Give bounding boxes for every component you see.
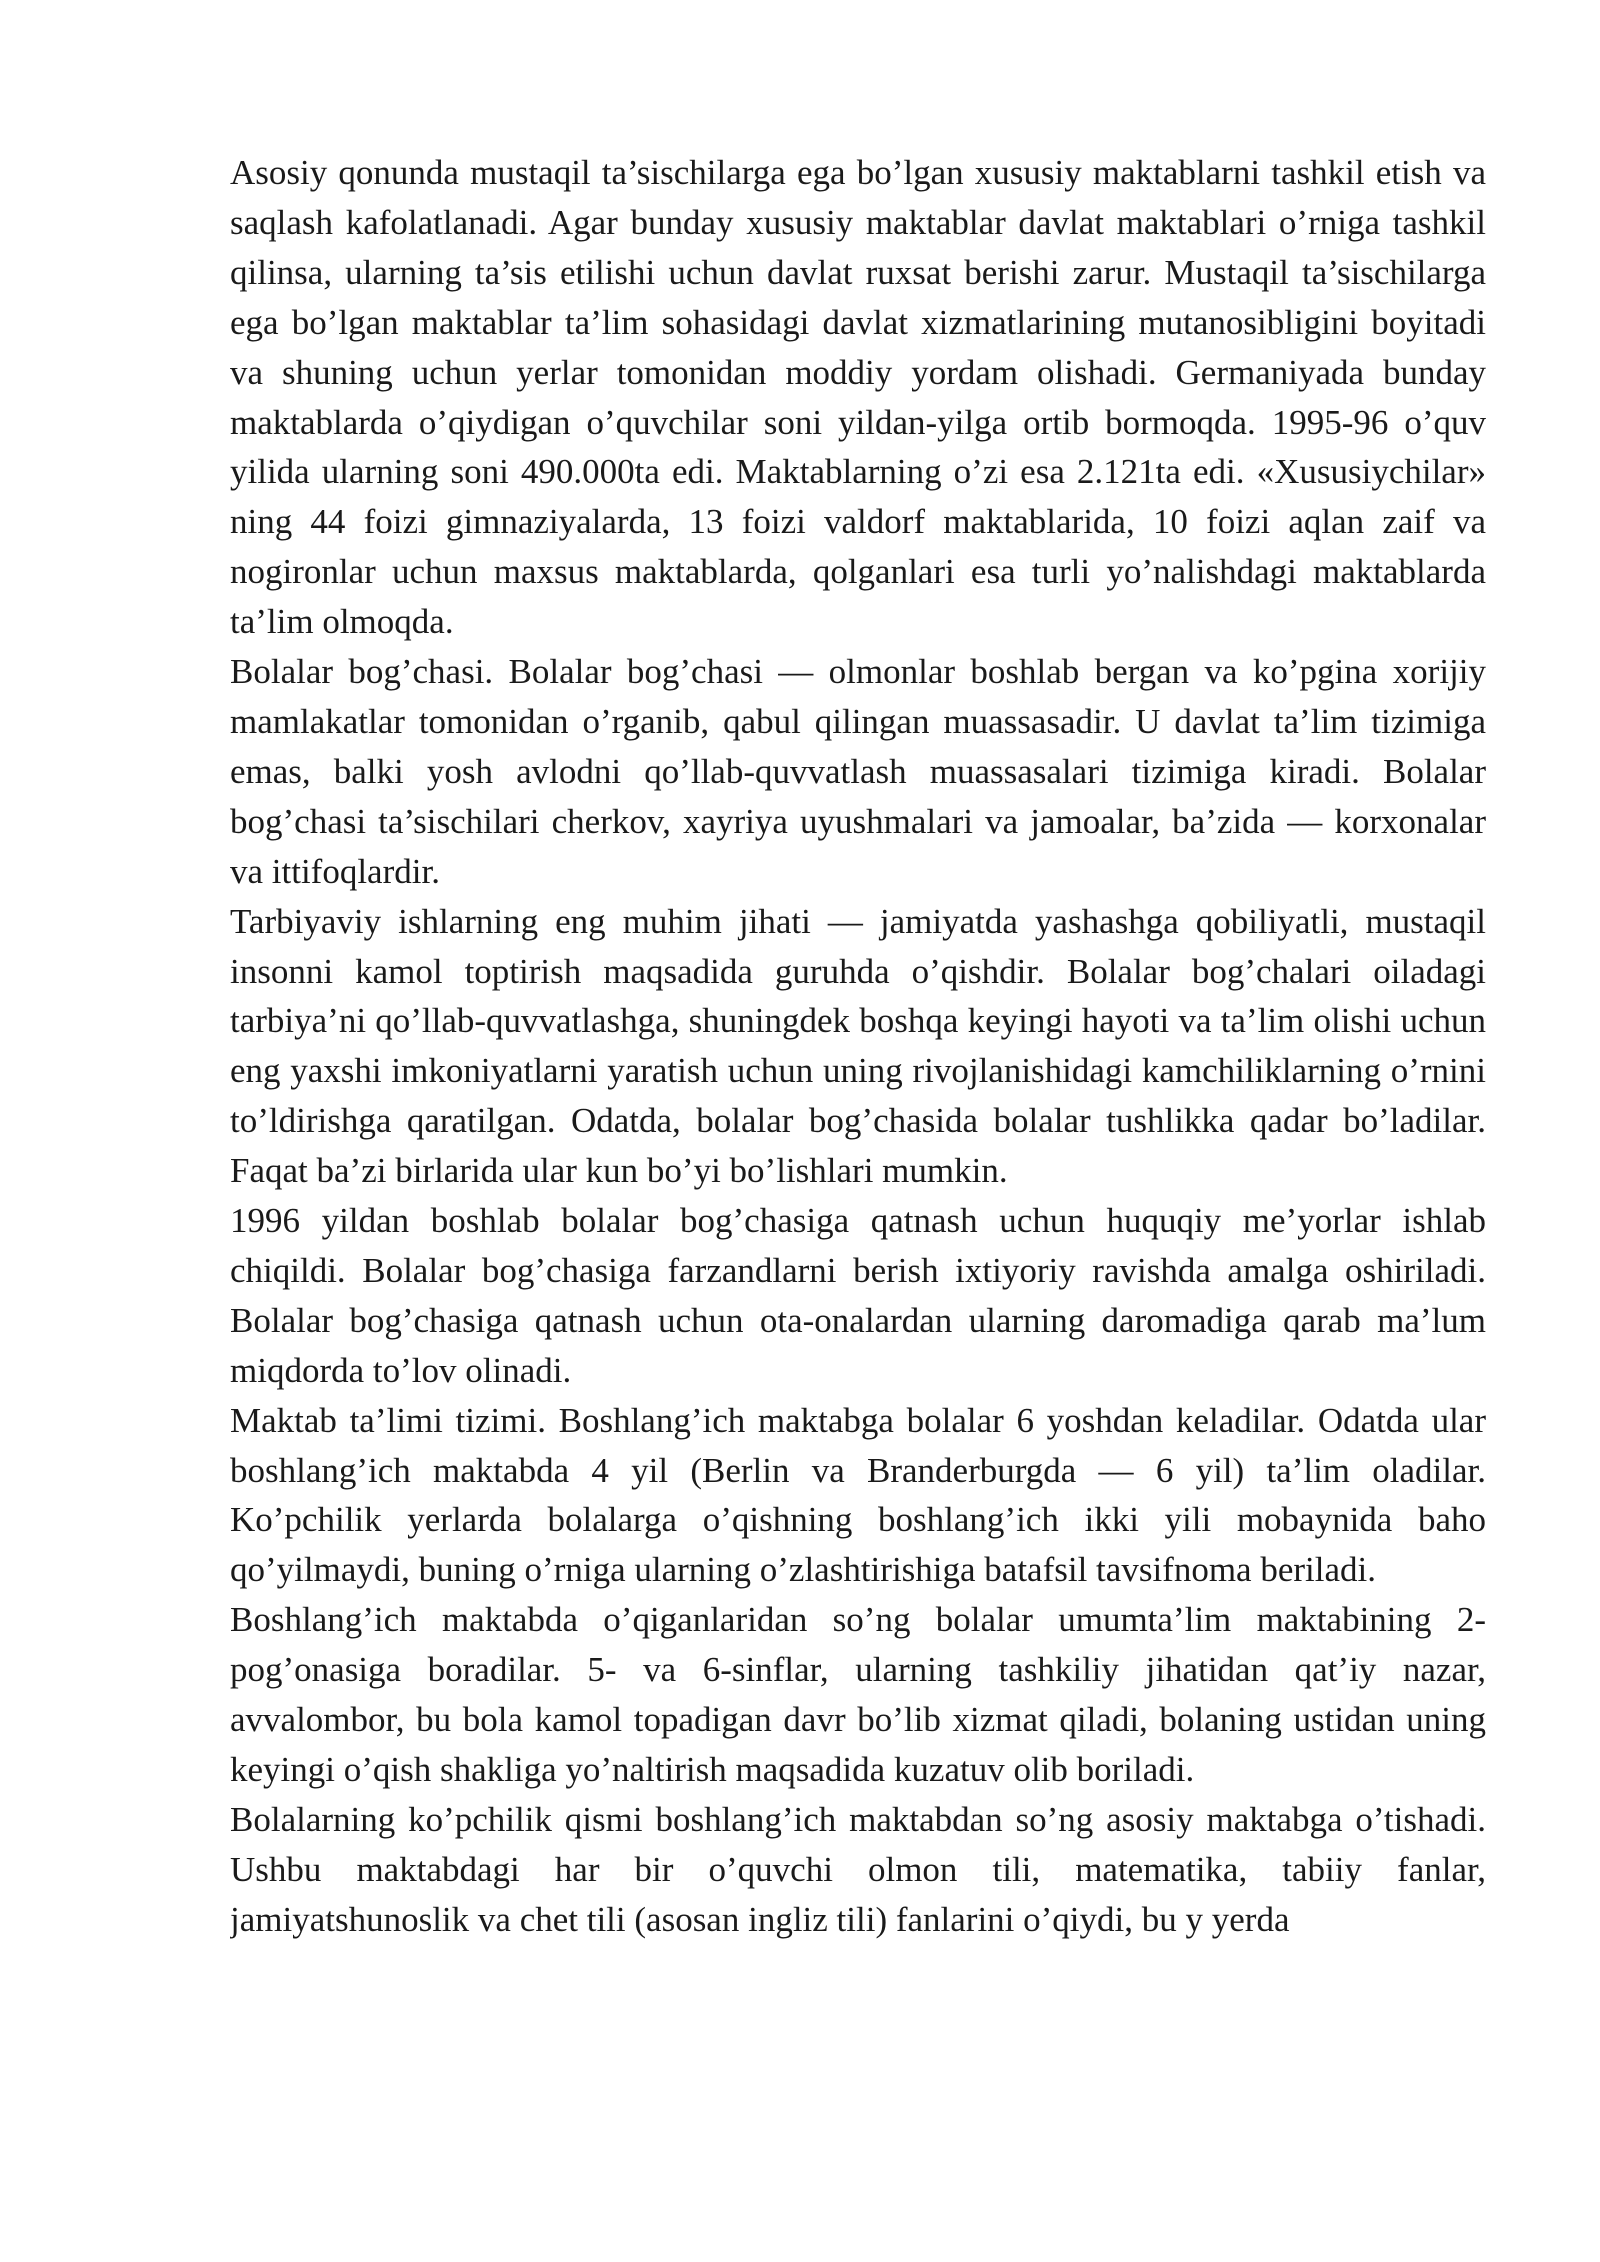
paragraph-legal-norms: 1996 yildan boshlab bolalar bog’chasiga qatnash uchun huquqiy me’yorlar ishlab chiqildi. Bolalar bog’chasiga farzandlarni berish ixtiyoriy ravishda amalga oshiriladi. Bolalar bog’chasiga qatnash uchun ota-onalardan ularning daromadiga qarab ma’lum miqdorda to’lov olinadi. — [230, 1201, 1486, 1390]
paragraph-school-system: Maktab ta’limi tizimi. Boshlang’ich maktabga bolalar 6 yoshdan keladilar. Odatda ular boshlang’ich maktabda 4 yil (Berlin va Branderburgda — 6 yil) ta’lim oladilar. Ko’pchilik yerlarda bolalarga o’qishning boshlang’ich ikki yili mobaynida baho qo’yilmaydi, buning o’rniga ularning o’zlashtirishiga batafsil tavsifnoma beriladi. — [230, 1400, 1486, 1590]
paragraph-main-school: Bolalarning ko’pchilik qismi boshlang’ich maktabdan so’ng asosiy maktabga o’tishadi. Ushbu maktabdagi har bir o’quvchi olmon tili, matematika, tabiiy fanlar, jamiyatshunoslik va chet tili (asosan ingliz tili) fanlarini o’qiydi, bu y yerda — [230, 1799, 1486, 1939]
document-body — [230, 148, 1486, 1945]
paragraph-kindergarten: Bolalar bog’chasi. Bolalar bog’chasi — olmonlar boshlab bergan va ko’pgina xorijiy mamlakatlar tomonidan o’rganib, qabul qilingan muassasadir. U davlat ta’lim tizimiga emas, balki yosh avlodni qo’llab-quvvatlash muassasalari tizimiga kiradi. Bolalar bog’chasi ta’sischilari cherkov, xayriya uyushmalari va jamoalar, ba’zida — korxonalar va ittifoqlardir. — [230, 652, 1486, 891]
paragraph-second-stage: Boshlang’ich maktabda o’qiganlaridan so’ng bolalar umumta’lim maktabining 2-pog’onasiga boradilar. 5- va 6-sinflar, ularning tashkiliy jihatidan qat’iy nazar, avvalombor, bu bola kamol topadigan davr bo’lib xizmat qiladi, bolaning ustidan uning keyingi o’qish shakliga yo’naltirish maqsadida kuzatuv olib boriladi. — [230, 1600, 1486, 1789]
paragraph-private-schools: Asosiy qonunda mustaqil ta’sischilarga ega bo’lgan xususiy maktablarni tashkil etish va saqlash kafolatlanadi. Agar bunday xususiy maktablar davlat maktablari o’rniga tashkil qilinsa, ularning ta’sis etilishi uchun davlat ruxsat berishi zarur. Mustaqil ta’sischilarga ega bo’lgan maktablar ta’lim sohasidagi davlat xizmatlarining mutanosibligini boyitadi va shuning uchun yerlar tomonidan moddiy yordam olishadi. Germaniyada bunday maktablarda o’qiydigan o’quvchilar soni yildan-yilga ortib bormoqda. 1995-96 o’quv yilida ularning soni 490.000ta edi. Maktablarning o’zi esa 2.121ta edi. «Xususiychilar» ning 44 foizi gimnaziyalarda, 13 foizi valdorf maktablarida, 10 foizi aqlan zaif va nogironlar uchun maxsus maktablarda, qolganlari esa turli yo’nalishdagi maktablarda ta’lim olmoqda. — [230, 153, 1486, 642]
paragraph-upbringing: Tarbiyaviy ishlarning eng muhim jihati — jamiyatda yashashga qobiliyatli, mustaqil insonni kamol toptirish maqsadida guruhda o’qishdir. Bolalar bog’chalari oiladagi tarbiya’ni qo’llab-quvvatlashga, shuningdek boshqa keyingi hayoti va ta’lim olishi uchun eng yaxshi imkoniyatlarni yaratish uchun uning rivojlanishidagi kamchiliklarning o’rnini to’ldirishga qaratilgan. Odatda, bolalar bog’chasida bolalar tushlikka qadar bo’ladilar. Faqat ba’zi birlarida ular kun bo’yi bo’lishlari mumkin. — [230, 901, 1486, 1191]
